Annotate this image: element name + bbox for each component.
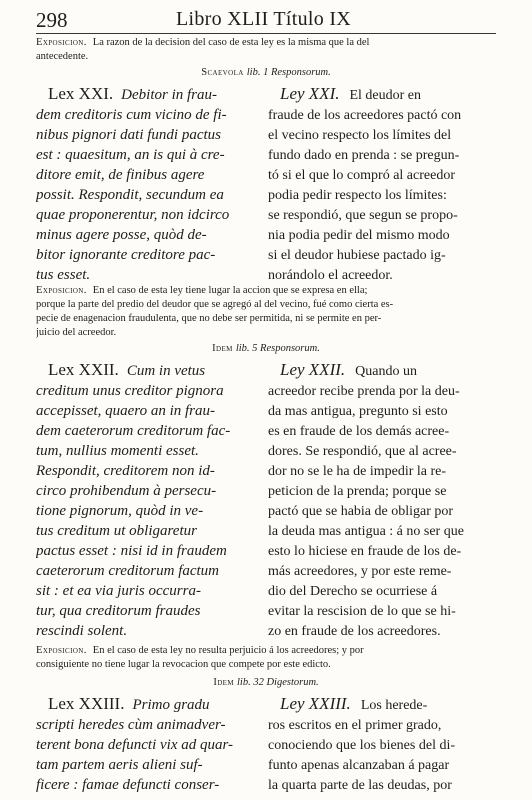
lex-label: Lex XXII.: [48, 360, 119, 379]
spanish-line: fundo dado en prenda : se pregun-: [268, 148, 460, 163]
latin-line: minus agere posse, quòd de-: [36, 227, 207, 243]
latin-line: accepisset, quaero an in frau-: [36, 403, 215, 419]
spanish-line: el vecino respecto los límites del: [268, 128, 452, 143]
lex-label: Lex XXI.: [48, 84, 114, 103]
spanish-line: dores. Se respondió, que al acree-: [268, 444, 457, 459]
spanish-line: conociendo que los bienes del di-: [268, 738, 456, 753]
note-line: antecedente.: [36, 51, 89, 62]
latin-line: quae proponerentur, non idcirco: [36, 207, 230, 223]
latin-line: caeterorum creditorum factum: [36, 563, 220, 579]
exposition-note-2: [36, 284, 496, 340]
exposition-label: Exposicion.: [36, 37, 87, 48]
note-line: consiguiente no tiene lugar la revocacion que compete por este edicto.: [36, 659, 331, 670]
page-number: 298: [36, 8, 68, 32]
note-line: juicio del acreedor.: [36, 327, 117, 338]
spanish-line: es en fraude de los demás acree-: [268, 424, 450, 439]
page-header: [36, 6, 496, 34]
latin-line: Respondit, creditorem non id-: [36, 463, 215, 479]
note-line: La razon de la decision del caso de esta ley es la misma que la del: [92, 37, 370, 48]
note-line: porque la parte del predio del deudor que se agregó al del vecino, fué como cierta es-: [36, 299, 394, 310]
spanish-line: El deudor en: [349, 88, 422, 103]
spanish-line: evitar la rescision de lo que se hi-: [268, 604, 456, 619]
exposition-label: Exposicion.: [36, 645, 87, 656]
spanish-line: dio del Derecho se ocurriese á: [268, 584, 438, 599]
source-author: Idem: [213, 677, 234, 688]
spanish-line: ros escritos en el primer grado,: [268, 718, 442, 733]
spanish-line: más acreedores, y por este reme-: [268, 564, 452, 579]
spanish-line: da mas antigua, pregunto si esto: [268, 404, 448, 419]
exposition-note-1: [36, 36, 496, 64]
spanish-line: acreedor recibe prenda por la deu-: [268, 384, 460, 399]
latin-line: tione pignorum, quòd in ve-: [36, 503, 204, 519]
latin-line: tum, nullius momenti esset.: [36, 443, 199, 459]
spanish-line: Quando un: [355, 364, 417, 379]
spanish-line: se respondió, que segun se propo-: [268, 208, 458, 223]
latin-line: Primo gradu: [132, 697, 210, 713]
source-author: Scaevola: [201, 67, 244, 78]
latin-line: terent bona defuncti vix ad quar-: [36, 737, 234, 753]
source-book: lib. 1 Responsorum.: [246, 67, 331, 78]
ley-label: Ley XXIII.: [280, 694, 351, 713]
latin-line: nibus pignori dati fundi pactus: [36, 127, 222, 143]
source-citation-2: [0, 342, 532, 355]
latin-line: Debitor in frau-: [121, 87, 217, 103]
spanish-line: zo en fraude de los acreedores.: [268, 624, 441, 639]
exposition-note-3: [36, 644, 496, 672]
note-line: En el caso de esta ley no resulta perjuicio á los acreedores; y por: [92, 645, 364, 656]
source-author: Idem: [212, 343, 233, 354]
lex-label: Lex XXIII.: [48, 694, 125, 713]
note-line: pecie de enagenacion fraudulenta, que no debe ser permitida, ni se permite en per-: [36, 313, 382, 324]
source-book: lib. 32 Digestorum.: [237, 677, 319, 688]
latin-column-lex-23: [36, 694, 250, 795]
spanish-line: la quarta parte de las deudas, por: [268, 778, 452, 793]
running-title: Libro XLII Título IX: [176, 8, 352, 30]
latin-line: circo prohibendum à persecu-: [36, 483, 217, 499]
latin-line: sit : et ea via juris occurra-: [36, 583, 201, 599]
spanish-line: norándolo el acreedor.: [268, 268, 393, 283]
spanish-line: tó si el que lo compró al acreedor: [268, 168, 455, 183]
latin-line: Cum in vetus: [126, 363, 206, 379]
spanish-line: pactó que se habia de obligar por: [268, 504, 454, 519]
ley-label: Ley XXII.: [280, 360, 346, 379]
spanish-line: peticion de la prenda; porque se: [268, 484, 447, 499]
latin-line: possit. Respondit, secundum ea: [36, 187, 224, 203]
latin-line: tus esset.: [36, 267, 91, 283]
source-citation-3: [0, 676, 532, 689]
spanish-line: esto lo hiciese en fraude de los de-: [268, 544, 462, 559]
source-book: lib. 5 Responsorum.: [235, 343, 320, 354]
latin-column-lex-22: [36, 360, 250, 641]
latin-line: creditum unus creditor pignora: [36, 383, 224, 399]
spanish-line: la deuda mas antigua : á no ser que: [268, 524, 464, 539]
spanish-line: si el deudor hubiese pactado ig-: [268, 248, 446, 263]
latin-line: rescindi solent.: [36, 623, 128, 639]
latin-line: ficere : famae defuncti conser-: [36, 777, 220, 793]
latin-line: tur, qua creditorum fraudes: [36, 603, 201, 619]
latin-line: tus creditum ut obligaretur: [36, 523, 197, 539]
spanish-line: funto apenas alcanzaban á pagar: [268, 758, 450, 773]
latin-line: bitor ignorante creditore pac-: [36, 247, 216, 263]
exposition-label: Exposicion.: [36, 285, 87, 296]
source-citation-1: [0, 66, 532, 79]
spanish-line: nia podia pedir del mismo modo: [268, 228, 450, 243]
header-rule: [36, 33, 496, 34]
latin-line: pactus esset : nisi id in fraudem: [36, 543, 227, 559]
note-line: En el caso de esta ley tiene lugar la accion que se expresa en ella;: [92, 285, 368, 296]
latin-line: scripti heredes cùm animadver-: [36, 717, 226, 733]
spanish-line: Los herede-: [360, 698, 428, 713]
spanish-line: podia pedir respecto los límites:: [268, 188, 447, 203]
ley-label: Ley XXI.: [280, 84, 340, 103]
spanish-column-ley-22: [268, 360, 494, 642]
spanish-line: dor no se le ha de impedir la re-: [268, 464, 447, 479]
latin-line: tam partem aeris alieni suf-: [36, 757, 203, 773]
spanish-column-ley-21: [268, 84, 494, 286]
latin-line: ditore emit, de finibus agere: [36, 167, 205, 183]
spanish-line: fraude de los acreedores pactó con: [268, 108, 462, 123]
latin-line: dem creditoris cum vicino de fi-: [36, 107, 227, 123]
latin-line: est : quaesitum, an is qui à cre-: [36, 147, 225, 163]
latin-column-lex-21: [36, 84, 250, 285]
spanish-column-ley-23: [268, 694, 494, 796]
latin-line: dem caeterorum creditorum fac-: [36, 423, 231, 439]
